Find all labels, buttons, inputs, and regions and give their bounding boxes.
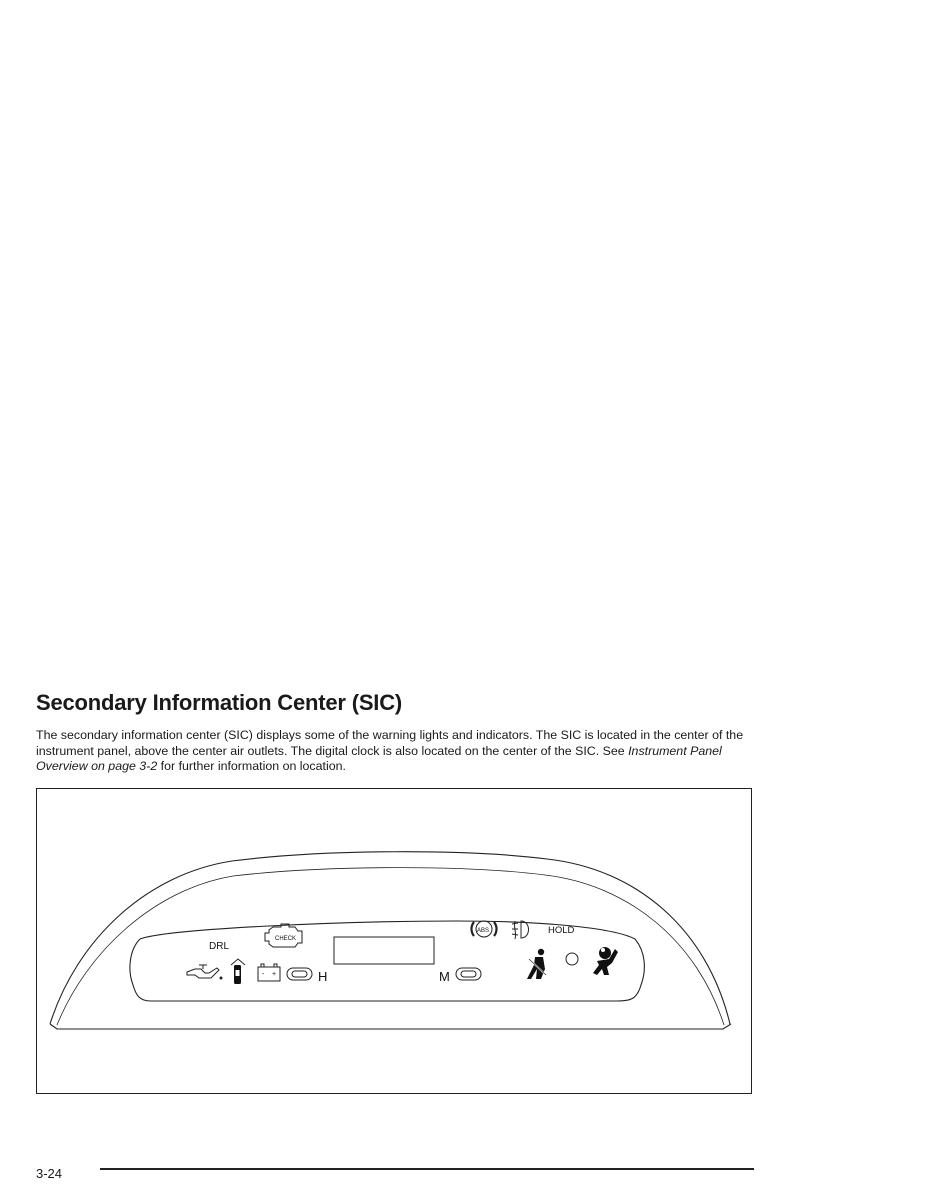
sic-housing: [50, 852, 731, 1029]
airbag-icon: [593, 947, 618, 975]
paragraph-text-1: The secondary information center (SIC) displays some of the warning lights and indicators. The SIC is located in the center of the instrument panel, above the center air outlets. The digital clock is also located on the center of the SIC. See: [36, 728, 744, 758]
security-icon: [231, 959, 245, 984]
section-heading: Secondary Information Center (SIC): [36, 690, 403, 715]
check-engine-icon: [265, 924, 302, 947]
section-paragraph: [36, 728, 756, 775]
minute-label: M: [439, 969, 450, 984]
drl-label: DRL: [209, 941, 230, 952]
hold-label: HOLD: [548, 925, 575, 936]
indicator-lamp-icon: [566, 953, 578, 965]
paragraph-text-2: for further information on location.: [157, 759, 346, 773]
clock-display: [334, 937, 434, 964]
abs-label: ABS: [477, 928, 490, 934]
abs-icon: [471, 921, 496, 937]
cross-reference-link[interactable]: Instrument Panel Overview on page 3-2: [36, 743, 722, 773]
check-label: CHECK: [275, 936, 297, 942]
sic-illustration: [36, 788, 752, 1094]
minute-button-icon: [456, 968, 481, 980]
hour-label: H: [318, 969, 328, 984]
fog-lamp-icon: [512, 921, 529, 939]
svg-text:-: -: [262, 971, 265, 978]
sic-panel-drawing: [37, 789, 752, 1094]
page-number: 3-24: [36, 1166, 63, 1181]
oil-pressure-icon: [187, 965, 222, 979]
footer-rule: [100, 1168, 754, 1170]
seatbelt-icon: [527, 949, 546, 979]
svg-text:+: +: [272, 971, 277, 978]
hour-button-icon: [287, 968, 312, 980]
battery-icon: [258, 964, 280, 981]
